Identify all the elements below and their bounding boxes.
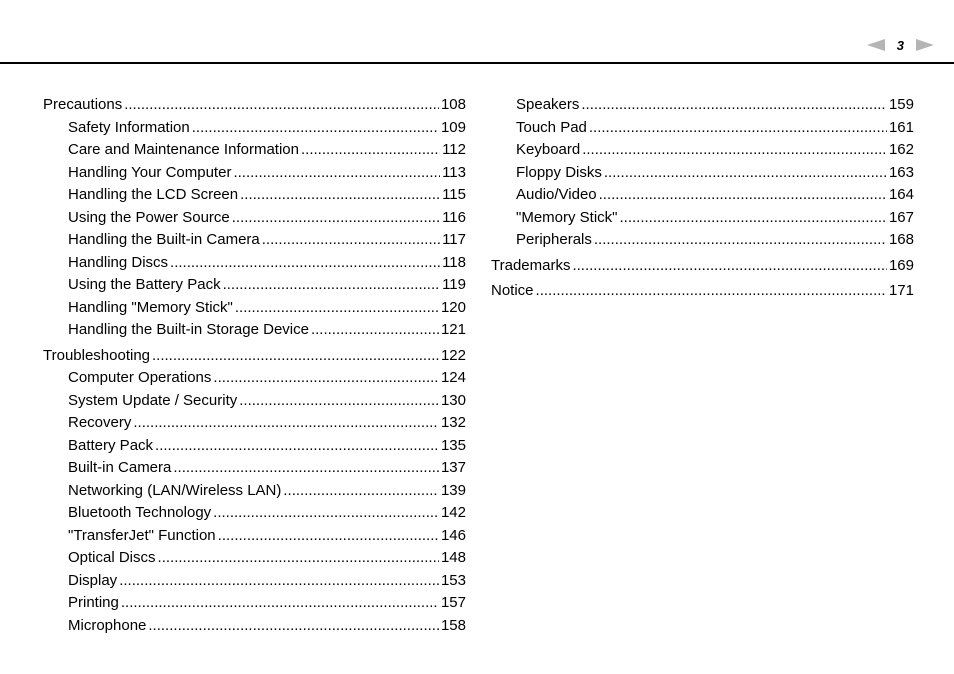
toc-entry-label: Recovery bbox=[68, 414, 132, 431]
toc-dot-leader bbox=[572, 255, 887, 278]
toc-entry-page: 169 bbox=[888, 256, 914, 274]
page-header bbox=[0, 0, 954, 64]
toc-entry-page: 109 bbox=[440, 118, 466, 136]
toc-entry-label: Display bbox=[68, 571, 118, 589]
toc-dot-leader bbox=[311, 319, 439, 342]
toc-entry-page: 116 bbox=[442, 208, 466, 226]
toc-entry-page: 112 bbox=[442, 141, 466, 158]
toc-dot-leader bbox=[124, 94, 439, 117]
toc-entry-page: 135 bbox=[440, 436, 466, 454]
toc-entry-page: 121 bbox=[440, 321, 466, 338]
toc-dot-leader bbox=[192, 117, 439, 140]
toc-entry-page: 122 bbox=[440, 346, 466, 364]
toc-entry-label: System Update / Security bbox=[68, 391, 238, 409]
toc-dot-leader bbox=[599, 184, 887, 207]
toc-section-entry[interactable] bbox=[43, 345, 466, 368]
toc-dot-leader bbox=[170, 252, 440, 275]
toc-dot-leader bbox=[223, 274, 441, 297]
toc-entry-label: Precautions bbox=[43, 96, 123, 113]
toc-entry-label: Keyboard bbox=[516, 141, 581, 158]
toc-dot-leader bbox=[589, 117, 887, 140]
toc-dot-leader bbox=[536, 280, 887, 303]
toc-entry-label: Battery Pack bbox=[68, 436, 154, 454]
toc-entry-label: "Memory Stick" bbox=[516, 208, 618, 226]
toc-entry-label: Using the Battery Pack bbox=[68, 276, 221, 293]
toc-entry-page: 130 bbox=[440, 391, 466, 409]
toc-entry-label: Speakers bbox=[516, 96, 580, 113]
toc-entry-page: 120 bbox=[440, 298, 466, 316]
toc-entry-label: Built-in Camera bbox=[68, 459, 172, 476]
toc-subentry[interactable] bbox=[43, 592, 466, 615]
toc-dot-leader bbox=[158, 547, 439, 570]
toc-column-right bbox=[491, 94, 914, 303]
toc-entry-label: Touch Pad bbox=[516, 118, 587, 136]
toc-dot-leader bbox=[604, 162, 887, 185]
toc-entry-page: 157 bbox=[440, 594, 466, 611]
toc-dot-leader bbox=[620, 207, 887, 230]
toc-subentry[interactable] bbox=[43, 367, 466, 390]
toc-entry-label: "TransferJet" Function bbox=[68, 526, 216, 544]
toc-entry-label: Troubleshooting bbox=[43, 346, 151, 364]
toc-entry-page: 163 bbox=[888, 163, 914, 181]
toc-dot-leader bbox=[119, 570, 439, 593]
toc-column-left bbox=[43, 94, 466, 637]
toc-subentry[interactable] bbox=[491, 162, 914, 185]
toc-subentry[interactable] bbox=[43, 570, 466, 593]
toc-entry-label: Trademarks bbox=[491, 256, 571, 274]
toc-entry-page: 164 bbox=[888, 186, 914, 203]
toc-entry-label: Handling Discs bbox=[68, 253, 169, 271]
toc-dot-leader bbox=[283, 480, 439, 503]
toc-subentry[interactable] bbox=[43, 252, 466, 275]
toc-entry-label: Optical Discs bbox=[68, 549, 156, 566]
toc-entry-label: Notice bbox=[491, 282, 534, 299]
toc-subentry[interactable] bbox=[491, 139, 914, 162]
toc-subentry[interactable] bbox=[43, 139, 466, 162]
toc-subentry[interactable] bbox=[43, 457, 466, 480]
toc-subentry[interactable] bbox=[43, 502, 466, 525]
toc-subentry[interactable] bbox=[43, 207, 466, 230]
toc-dot-leader bbox=[133, 412, 439, 435]
toc-entry-page: 142 bbox=[440, 504, 466, 521]
toc-dot-leader bbox=[232, 207, 440, 230]
toc-dot-leader bbox=[301, 139, 440, 162]
toc-dot-leader bbox=[262, 229, 440, 252]
toc-entry-page: 119 bbox=[442, 276, 466, 293]
toc-subentry[interactable] bbox=[43, 184, 466, 207]
toc-entry-page: 118 bbox=[442, 253, 466, 271]
toc-entry-label: Using the Power Source bbox=[68, 208, 230, 226]
toc-subentry[interactable] bbox=[43, 274, 466, 297]
toc-subentry[interactable] bbox=[43, 435, 466, 458]
toc-entry-page: 148 bbox=[440, 549, 466, 566]
page-number: 3 bbox=[896, 37, 904, 53]
toc-entry-label: Peripherals bbox=[516, 231, 592, 248]
toc-dot-leader bbox=[240, 184, 440, 207]
toc-section-entry[interactable] bbox=[43, 94, 466, 117]
toc-subentry[interactable] bbox=[43, 117, 466, 140]
toc-section-entry[interactable] bbox=[491, 280, 914, 303]
toc-subentry[interactable] bbox=[491, 184, 914, 207]
toc-subentry[interactable] bbox=[43, 525, 466, 548]
toc-entry-page: 132 bbox=[440, 414, 466, 431]
toc-entry-page: 153 bbox=[440, 571, 466, 589]
toc-entry-page: 167 bbox=[888, 208, 914, 226]
toc-subentry[interactable] bbox=[491, 117, 914, 140]
toc-dot-leader bbox=[218, 525, 439, 548]
next-arrow-icon[interactable] bbox=[916, 39, 934, 51]
toc-entry-page: 146 bbox=[440, 526, 466, 544]
toc-subentry[interactable] bbox=[491, 94, 914, 117]
toc-entry-page: 117 bbox=[442, 231, 466, 248]
toc-entry-label: Networking (LAN/Wireless LAN) bbox=[68, 481, 282, 499]
toc-entry-page: 171 bbox=[888, 282, 914, 299]
toc-entry-page: 124 bbox=[440, 369, 466, 386]
toc-entry-label: Floppy Disks bbox=[516, 163, 602, 181]
toc-entry-page: 168 bbox=[888, 231, 914, 248]
toc-subentry[interactable] bbox=[491, 207, 914, 230]
toc-dot-leader bbox=[594, 229, 887, 252]
toc-dot-leader bbox=[173, 457, 439, 480]
toc-dot-leader bbox=[233, 162, 440, 185]
toc-entry-label: Audio/Video bbox=[516, 186, 597, 203]
toc-subentry[interactable] bbox=[43, 615, 466, 638]
toc-entry-label: Bluetooth Technology bbox=[68, 504, 212, 521]
toc-dot-leader bbox=[213, 367, 439, 390]
toc-entry-label: Printing bbox=[68, 594, 119, 611]
toc-dot-leader bbox=[239, 390, 439, 413]
toc-entry-page: 137 bbox=[440, 459, 466, 476]
toc-entry-page: 108 bbox=[440, 96, 466, 113]
toc-dot-leader bbox=[581, 94, 887, 117]
toc-entry-page: 115 bbox=[442, 186, 466, 203]
toc-entry-page: 139 bbox=[440, 481, 466, 499]
toc-entry-label: Handling the Built-in Storage Device bbox=[68, 321, 309, 338]
toc-subentry[interactable] bbox=[43, 297, 466, 320]
toc-dot-leader bbox=[155, 435, 439, 458]
toc-entry-page: 161 bbox=[888, 118, 914, 136]
toc-dot-leader bbox=[148, 615, 439, 638]
toc-entry-label: Handling "Memory Stick" bbox=[68, 298, 233, 316]
toc-dot-leader bbox=[121, 592, 439, 615]
toc-subentry[interactable] bbox=[491, 229, 914, 252]
toc-entry-page: 159 bbox=[888, 96, 914, 113]
toc-dot-leader bbox=[213, 502, 439, 525]
toc-subentry[interactable] bbox=[43, 229, 466, 252]
toc-dot-leader bbox=[152, 345, 439, 368]
toc-entry-label: Handling Your Computer bbox=[68, 163, 232, 181]
toc-dot-leader bbox=[582, 139, 887, 162]
toc-section-entry[interactable] bbox=[491, 255, 914, 278]
toc-entry-label: Handling the LCD Screen bbox=[68, 186, 239, 203]
prev-arrow-icon[interactable] bbox=[867, 39, 885, 51]
toc-subentry[interactable] bbox=[43, 162, 466, 185]
toc-entry-label: Handling the Built-in Camera bbox=[68, 231, 260, 248]
toc-entry-label: Computer Operations bbox=[68, 369, 212, 386]
toc-dot-leader bbox=[235, 297, 439, 320]
toc-entry-label: Care and Maintenance Information bbox=[68, 141, 299, 158]
toc-subentry[interactable] bbox=[43, 390, 466, 413]
toc-entry-label: Microphone bbox=[68, 616, 147, 634]
toc-entry-label: Safety Information bbox=[68, 118, 190, 136]
toc-entry-page: 162 bbox=[888, 141, 914, 158]
toc-subentry[interactable] bbox=[43, 412, 466, 435]
toc-entry-page: 158 bbox=[440, 616, 466, 634]
toc-subentry[interactable] bbox=[43, 547, 466, 570]
toc-subentry[interactable] bbox=[43, 319, 466, 342]
toc-subentry[interactable] bbox=[43, 480, 466, 503]
toc-entry-page: 113 bbox=[442, 163, 466, 181]
page-navigation bbox=[867, 36, 934, 54]
